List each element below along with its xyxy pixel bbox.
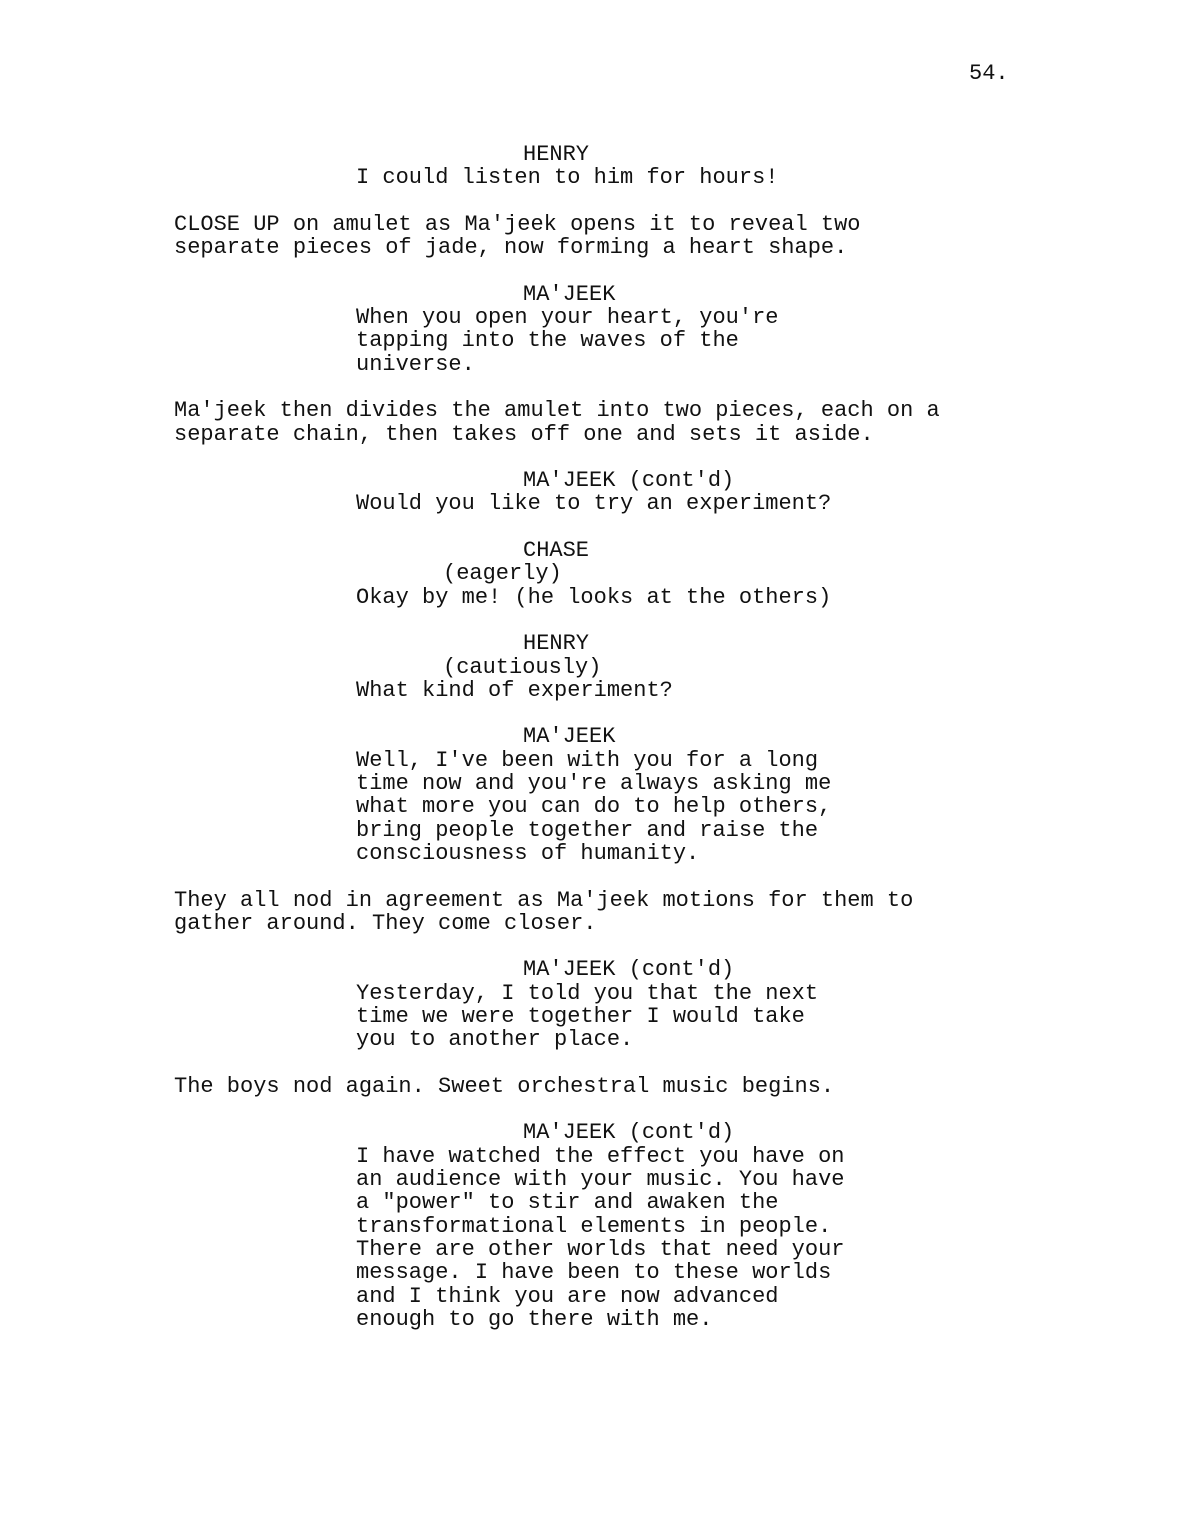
character-cue: MA'JEEK (cont'd): [523, 468, 735, 494]
page-number: 54.: [969, 61, 1009, 86]
blank-line: [174, 702, 1074, 725]
action-line: CLOSE UP on amulet as Ma'jeek opens it to reveal two: [174, 211, 861, 237]
dialogue-line: bring people together and raise the: [356, 817, 819, 843]
screenplay-body: [174, 143, 1074, 1331]
blank-line: [174, 446, 1074, 469]
dialogue-line: a "power" to stir and awaken the: [356, 1190, 779, 1216]
dialogue-line: transformational elements in people.: [356, 1213, 832, 1239]
dialogue-line: enough to go there with me.: [356, 1306, 713, 1332]
character-cue: MA'JEEK (cont'd): [523, 1120, 735, 1146]
action-line: They all nod in agreement as Ma'jeek motions for them to: [174, 887, 914, 913]
blank-line: [174, 609, 1074, 632]
dialogue-line: Would you like to try an experiment?: [356, 491, 832, 517]
dialogue-line: message. I have been to these worlds: [356, 1260, 832, 1286]
blank-line: [174, 865, 1074, 888]
dialogue-line: what more you can do to help others,: [356, 794, 832, 820]
blank-line: [174, 190, 1074, 213]
character-cue: MA'JEEK: [523, 281, 616, 307]
character-cue: CHASE: [523, 538, 590, 564]
blank-line: [174, 376, 1074, 399]
character-cue: HENRY: [523, 142, 590, 167]
character-cue: HENRY: [523, 631, 590, 657]
character-cue: MA'JEEK: [523, 724, 616, 750]
dialogue-line: time now and you're always asking me: [356, 771, 832, 797]
dialogue-line: and I think you are now advanced: [356, 1283, 779, 1309]
action-line: Ma'jeek then divides the amulet into two pieces, each on a: [174, 398, 940, 424]
dialogue-line: Well, I've been with you for a long: [356, 747, 819, 773]
dialogue-line: Okay by me! (he looks at the others): [356, 584, 832, 610]
character-cue: MA'JEEK (cont'd): [523, 957, 735, 983]
dialogue-line: Yesterday, I told you that the next: [356, 980, 819, 1006]
action-line: The boys nod again. Sweet orchestral music begins.: [174, 1073, 835, 1099]
dialogue-line: There are other worlds that need your: [356, 1236, 845, 1262]
dialogue-line: consciousness of humanity.: [356, 840, 700, 866]
dialogue-line: universe.: [356, 351, 475, 377]
dialogue-line: I could listen to him for hours!: [356, 165, 779, 191]
parenthetical: (eagerly): [443, 561, 562, 587]
dialogue-line: time we were together I would take: [356, 1003, 805, 1029]
dialogue-line: tapping into the waves of the: [356, 328, 739, 354]
blank-line: [174, 1052, 1074, 1075]
parenthetical: (cautiously): [443, 654, 602, 680]
action-line: separate pieces of jade, now forming a heart shape.: [174, 235, 848, 261]
blank-line: [174, 516, 1074, 539]
action-line: separate chain, then takes off one and sets it aside.: [174, 421, 874, 447]
action-line: gather around. They come closer.: [174, 910, 597, 936]
blank-line: [174, 1098, 1074, 1121]
dialogue-line: I have watched the effect you have on: [356, 1143, 845, 1169]
dialogue-line: you to another place.: [356, 1027, 634, 1053]
dialogue-line: When you open your heart, you're: [356, 305, 779, 331]
dialogue-line: What kind of experiment?: [356, 677, 673, 703]
dialogue-line: an audience with your music. You have: [356, 1167, 845, 1193]
blank-line: [174, 935, 1074, 958]
blank-line: [174, 259, 1074, 282]
